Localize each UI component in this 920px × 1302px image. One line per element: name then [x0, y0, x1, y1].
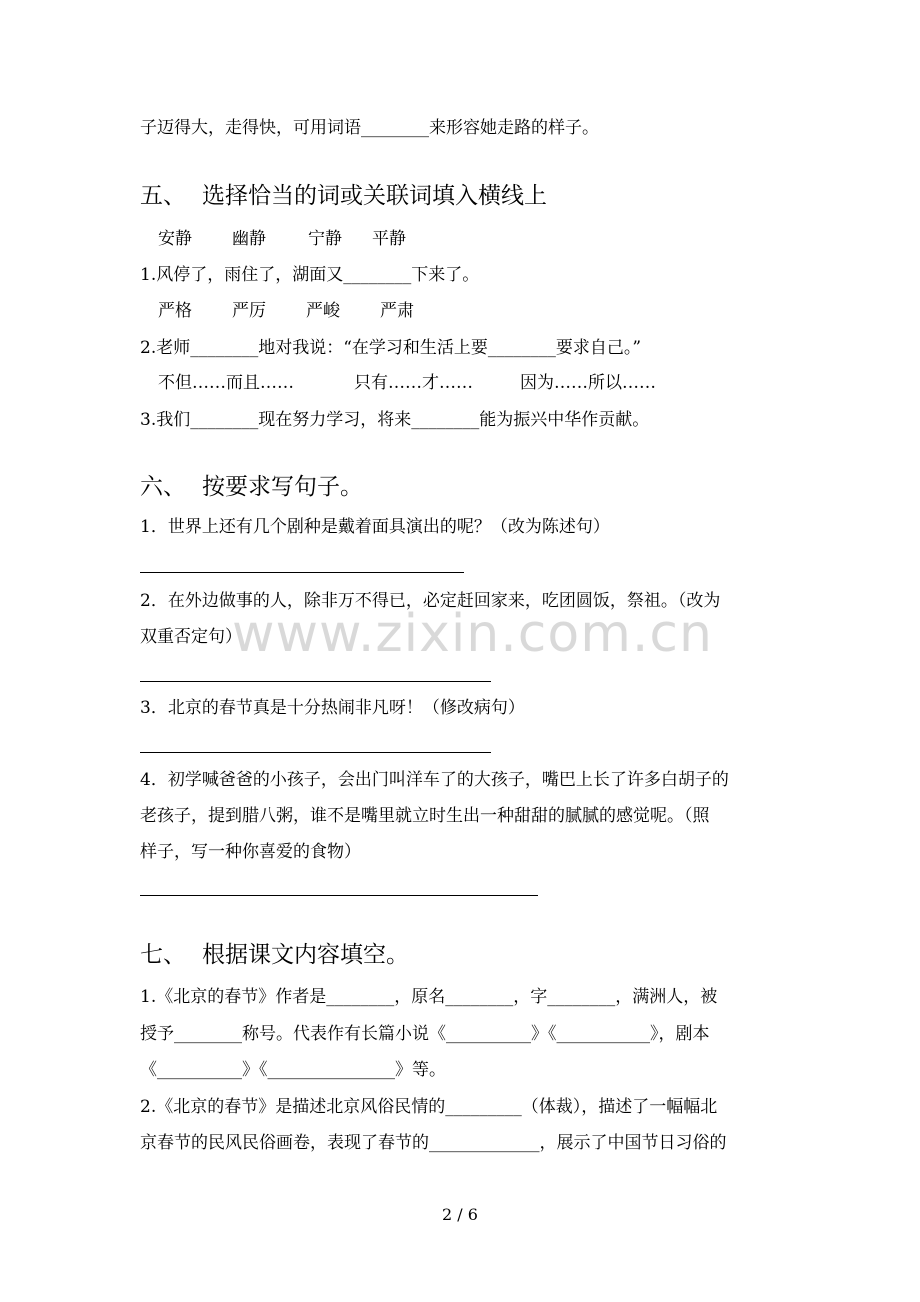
answer-line [140, 681, 491, 682]
option-conjunction: 因为……所以…… [520, 373, 656, 393]
section-7-heading [140, 940, 409, 970]
question-6-3: 3．北京的春节真是十分热闹非凡呀！（修改病句） [140, 698, 525, 718]
word-options-1 [158, 228, 406, 250]
option-conjunction: 不但……而且…… [158, 373, 294, 393]
page-number: 2 / 6 [442, 1205, 478, 1224]
word-options-2 [158, 300, 414, 322]
option-conjunction: 只有……才…… [354, 373, 473, 393]
question-7-1-line-3: 《__________》《_______________》等。 [140, 1060, 446, 1080]
question-7-1-line-1: 1.《北京的春节》作者是________，原名________，字________，满洲人，被 [140, 987, 718, 1007]
section-5-title: 选择恰当的词或关联词填入横线上 [202, 183, 547, 209]
conjunction-options [158, 372, 656, 394]
continuation-line: 子迈得大，走得快，可用词语________来形容她走路的样子。 [140, 118, 599, 138]
question-6-1: 1．世界上还有几个剧种是戴着面具演出的呢？（改为陈述句） [140, 517, 610, 537]
option-word: 严峻 [306, 301, 340, 321]
question-5-2: 2.老师________地对我说：“在学习和生活上要________要求自己。” [140, 338, 642, 358]
option-word: 严肃 [380, 301, 414, 321]
section-6-number: 六、 [140, 474, 186, 500]
section-7-title: 根据课文内容填空。 [202, 942, 409, 968]
watermark: www.zixin.com.cn [232, 604, 713, 664]
question-6-4-line-1: 4．初学喊爸爸的小孩子，会出门叫洋车了的大孩子，嘴巴上长了许多白胡子的 [140, 770, 729, 790]
section-6-title: 按要求写句子。 [202, 474, 363, 500]
question-5-1: 1.风停了，雨住了，湖面又________下来了。 [140, 265, 480, 285]
question-6-4-line-3: 样子，写一种你喜爱的食物） [140, 842, 361, 862]
section-7-number: 七、 [140, 942, 186, 968]
question-7-2-line-2: 京春节的民风民俗画卷，表现了春节的_____________，展示了中国节日习俗的 [140, 1133, 727, 1153]
question-6-4-line-2: 老孩子，提到腊八粥，谁不是嘴里就立时生出一种甜甜的腻腻的感觉呢。（照 [140, 806, 710, 826]
question-7-2-line-1: 2.《北京的春节》是描述北京风俗民情的_________（体裁），描述了一幅幅北 [140, 1097, 718, 1117]
section-5-heading [140, 181, 547, 211]
option-word: 安静 [158, 229, 192, 249]
answer-line [140, 895, 538, 896]
option-word: 平静 [372, 229, 406, 249]
question-6-2-line-1: 2．在外边做事的人，除非万不得已，必定赶回家来，吃团圆饭，祭祖。（改为 [140, 591, 721, 611]
section-6-heading [140, 472, 363, 502]
section-5-number: 五、 [140, 183, 186, 209]
option-word: 严厉 [232, 301, 266, 321]
question-7-1-line-2: 授予________称号。代表作有长篇小说《__________》《___________》，剧本 [140, 1024, 710, 1044]
option-word: 宁静 [308, 229, 342, 249]
option-word: 严格 [158, 301, 192, 321]
option-word: 幽静 [232, 229, 266, 249]
answer-line [140, 572, 464, 573]
question-5-3: 3.我们________现在努力学习，将来________能为振兴中华作贡献。 [140, 410, 650, 430]
question-6-2-line-2: 双重否定句） [140, 627, 242, 647]
answer-line [140, 752, 491, 753]
